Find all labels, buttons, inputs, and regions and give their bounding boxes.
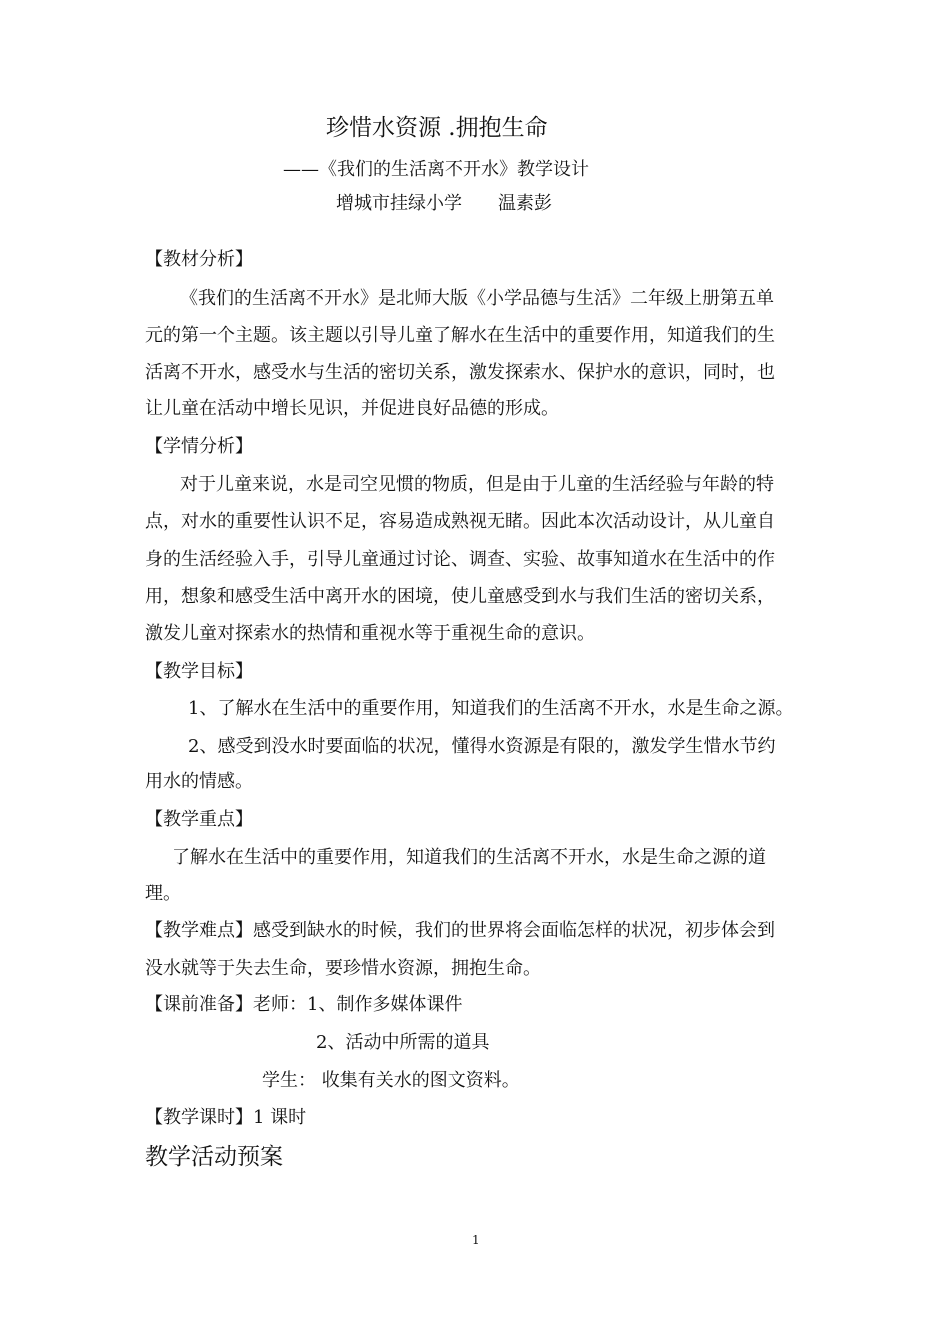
section-heading-goals: 【教学目标】: [145, 661, 253, 682]
prep-line: 学生： 收集有关水的图文资料。: [262, 1070, 520, 1091]
document-title: 珍惜水资源 .拥抱生命: [326, 115, 548, 141]
section-heading-learner: 【学情分析】: [145, 436, 253, 457]
learner-paragraph-line: 激发儿童对探索水的热情和重视水等于重视生命的意识。: [145, 623, 595, 644]
document-subtitle: ——《我们的生活离不开水》教学设计: [283, 159, 589, 180]
section-heading-key: 【教学重点】: [145, 809, 253, 830]
goal-line: 2、感受到没水时要面临的状况，懂得水资源是有限的，激发学生惜水节约: [188, 736, 776, 757]
material-paragraph-line: 《我们的生活离不开水》是北师大版《小学品德与生活》二年级上册第五单: [180, 288, 774, 309]
difficult-paragraph-line: 【教学难点】感受到缺水的时候，我们的世界将会面临怎样的状况，初步体会到: [145, 920, 775, 941]
material-paragraph-line: 元的第一个主题。该主题以引导儿童了解水在生活中的重要作用，知道我们的生: [145, 325, 775, 346]
learner-paragraph-line: 身的生活经验入手，引导儿童通过讨论、调查、实验、故事知道水在生活中的作: [145, 549, 775, 570]
author-line: 增城市挂绿小学 温素彭: [336, 193, 552, 214]
difficult-paragraph-line: 没水就等于失去生命，要珍惜水资源，拥抱生命。: [145, 958, 541, 979]
section-heading-material: 【教材分析】: [145, 249, 253, 270]
prep-line: 2、活动中所需的道具: [316, 1032, 490, 1053]
prep-line: 【课前准备】老师：1、制作多媒体课件: [145, 994, 463, 1015]
plan-heading: 教学活动预案: [145, 1144, 283, 1170]
goal-line: 用水的情感。: [145, 771, 253, 792]
learner-paragraph-line: 用，想象和感受生活中离开水的困境，使儿童感受到水与我们生活的密切关系，: [145, 586, 775, 607]
goal-line: 1、了解水在生活中的重要作用，知道我们的生活离不开水，水是生命之源。: [188, 698, 794, 719]
learner-paragraph-line: 对于儿童来说，水是司空见惯的物质，但是由于儿童的生活经验与年龄的特: [180, 474, 774, 495]
hours-line: 【教学课时】1 课时: [145, 1107, 307, 1128]
learner-paragraph-line: 点，对水的重要性认识不足，容易造成熟视无睹。因此本次活动设计，从儿童自: [145, 511, 775, 532]
page-number: 1: [472, 1233, 480, 1247]
key-paragraph-line: 了解水在生活中的重要作用，知道我们的生活离不开水，水是生命之源的道: [172, 847, 766, 868]
material-paragraph-line: 让儿童在活动中增长见识，并促进良好品德的形成。: [145, 398, 559, 419]
material-paragraph-line: 活离不开水，感受水与生活的密切关系，激发探索水、保护水的意识，同时，也: [145, 362, 775, 383]
key-paragraph-line: 理。: [145, 883, 181, 904]
